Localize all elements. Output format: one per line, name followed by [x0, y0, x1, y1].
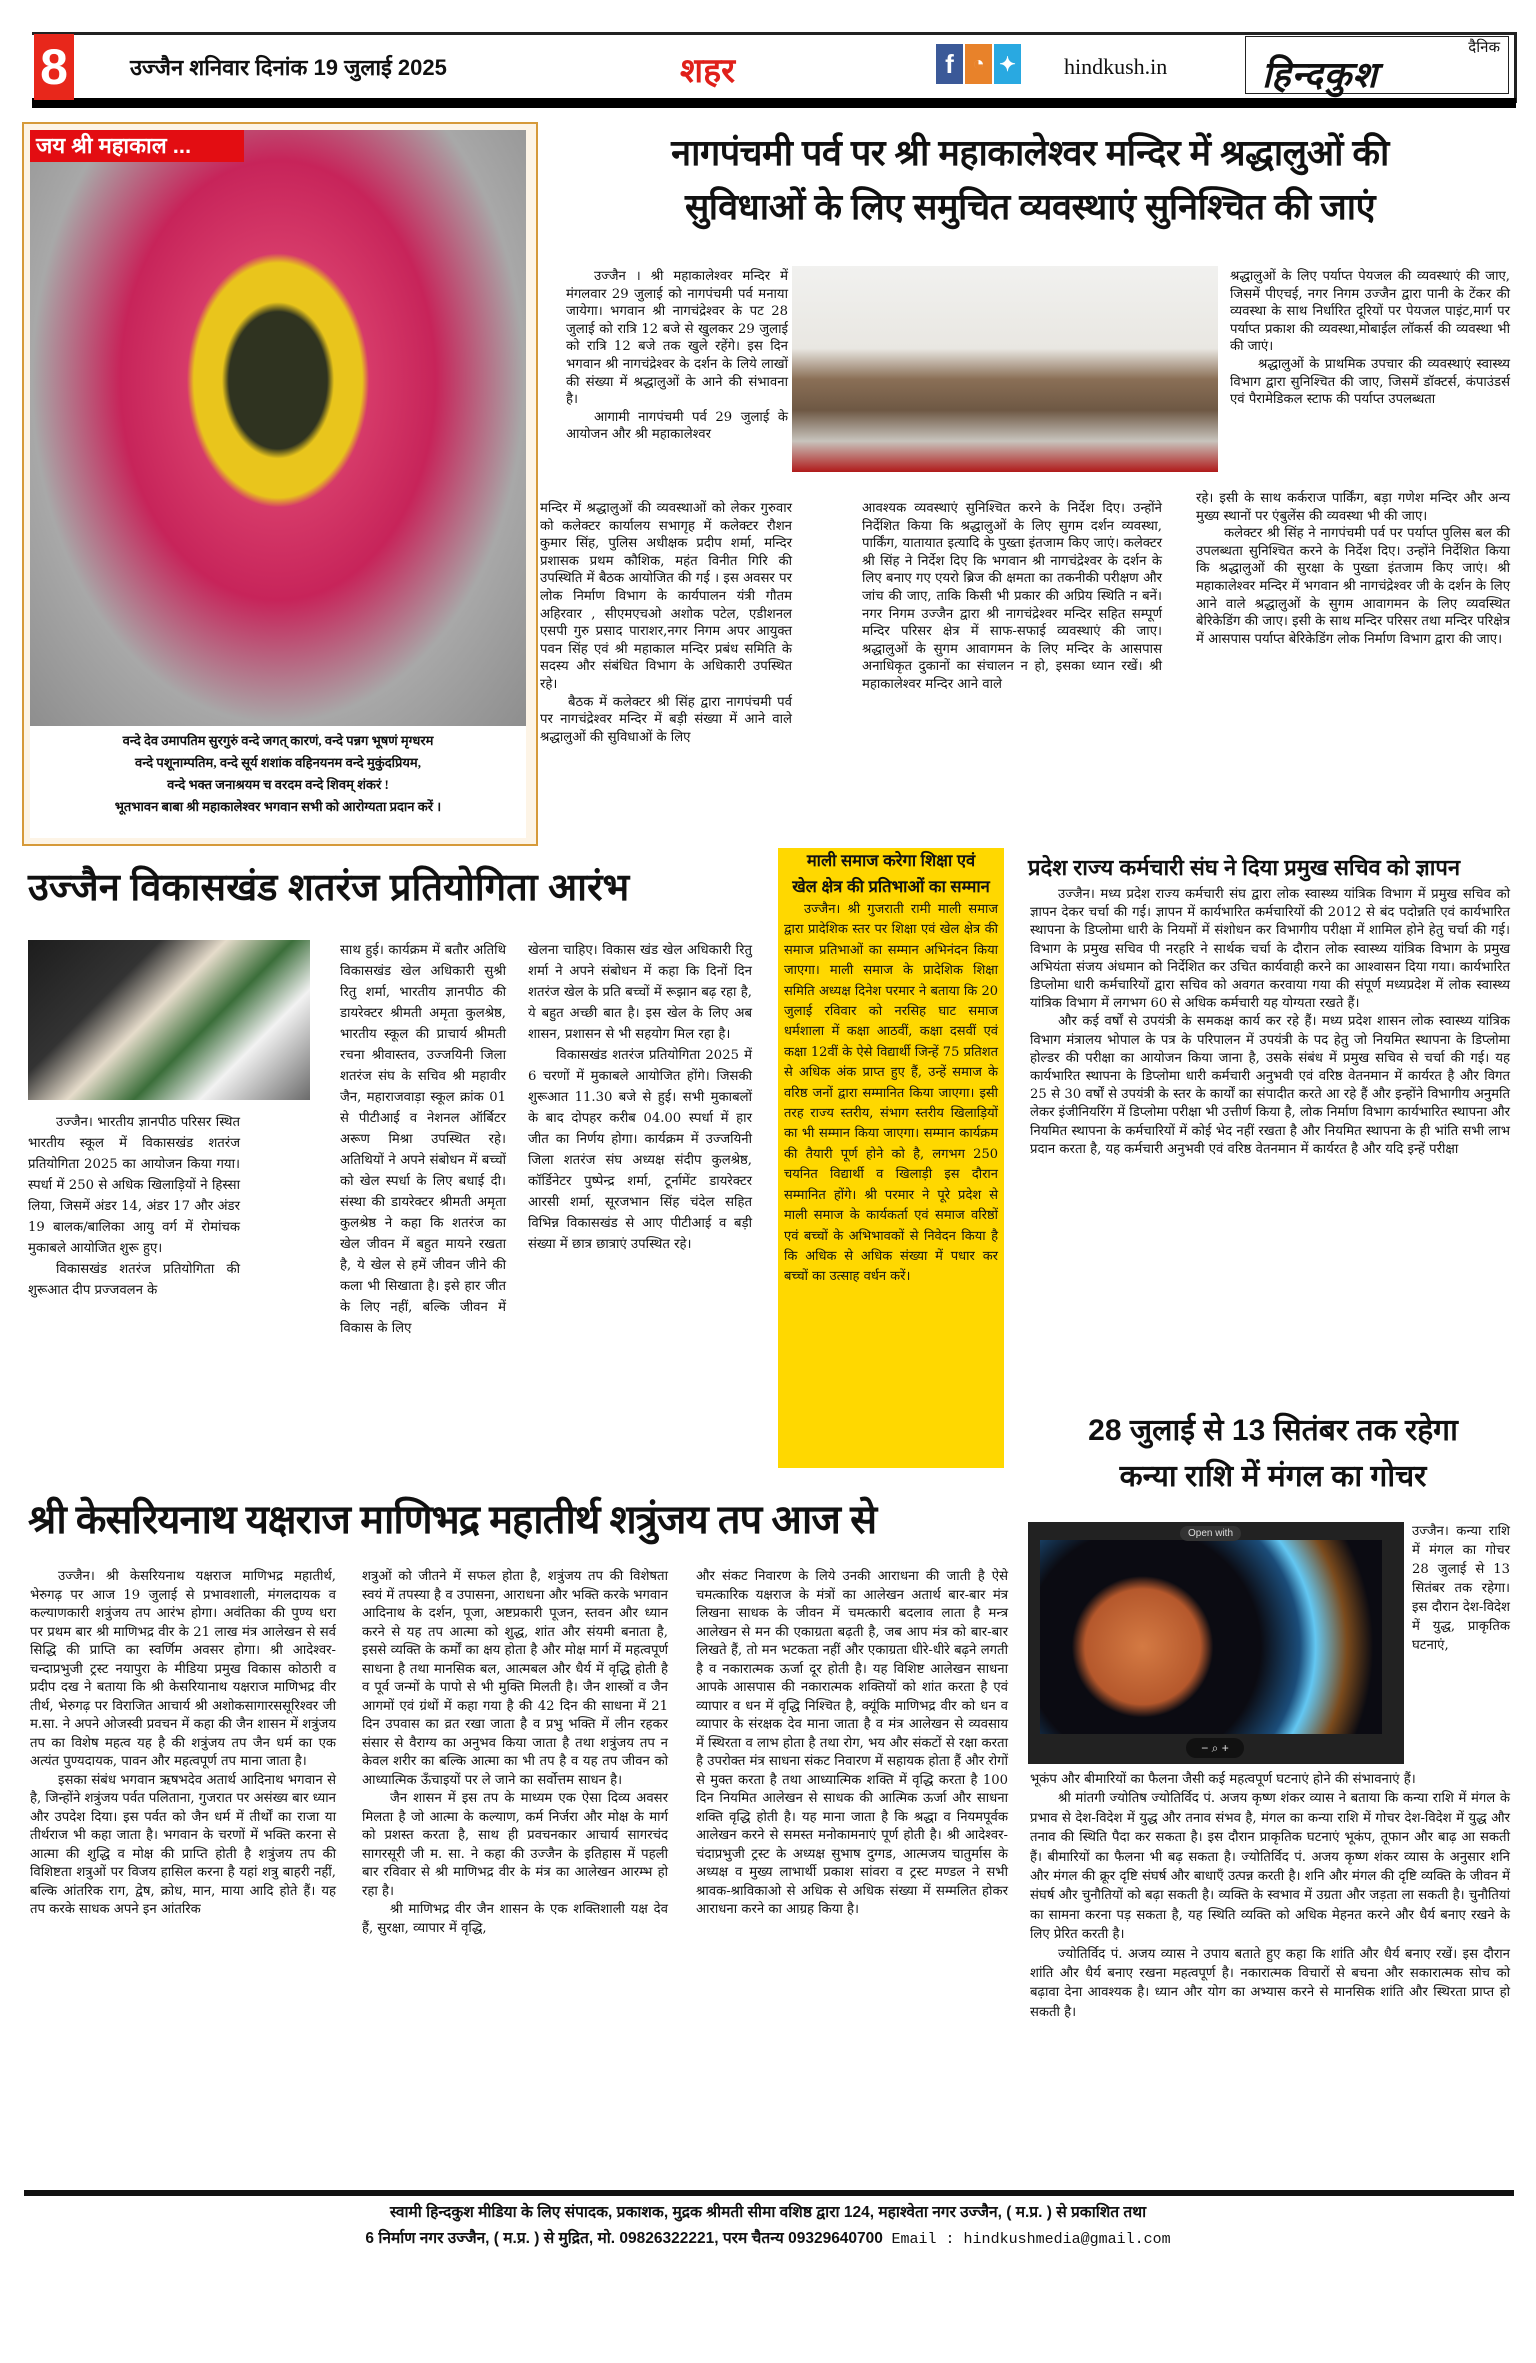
headline-line: 28 जुलाई से 13 सितंबर तक रहेगा — [1088, 1414, 1458, 1447]
paragraph: खेलना चाहिए। विकास खंड खेल अधिकारी रितु शर्मा ने अपने संबोधन में कहा कि दिनों दिन शतरंज खेल के प्रति बच्चों में रूझान बढ़ रहा है, ये बहुत अच्छी बात है। इस खेल के लिए अब शासन, प्रशासन से भी सहयोग मिल रहा है। — [528, 943, 752, 1042]
caption-line: वन्दे देव उमापतिम सुरगुरुं वन्दे जगत् कारणं, वन्दे पन्नग भूषणं मृग्धरम — [122, 733, 434, 748]
headline-line: खेल क्षेत्र की प्रतिभाओं का सम्मान — [792, 878, 990, 896]
mahakal-photo — [30, 130, 526, 726]
jain-headline: श्री केसरियनाथ यक्षराज माणिभद्र महातीर्थ शत्रुंजय तप आज से — [28, 1498, 877, 1542]
paragraph: भूकंप और बीमारियों का फैलना जैसी कई महत्वपूर्ण घटनाएं होने की संभावनाएं हैं। — [1030, 1772, 1416, 1787]
mali-samaj-box — [778, 848, 1004, 1468]
mars-headline — [1028, 1408, 1518, 1500]
caption-line: वन्दे भक्त जनाश्रयम च वरदम वन्दे शिवम् शंकरं ! — [167, 777, 389, 792]
chess-col3 — [528, 940, 752, 1255]
rss-icon[interactable]: ◔ — [965, 44, 992, 84]
jain-col3 — [696, 1568, 1008, 1920]
paragraph: विकासखंड शतरंज प्रतियोगिता की शुरूआत दीप प्रज्जवलन के — [28, 1262, 240, 1298]
zoom-in-icon[interactable]: + — [1221, 1741, 1229, 1755]
footer-rule — [24, 2190, 1514, 2196]
zoom-controls[interactable] — [1186, 1738, 1244, 1758]
headline-line: नागपंचमी पर्व पर श्री महाकालेश्वर मन्दिर में श्रद्धालुओं की — [671, 132, 1389, 173]
newspaper-logo — [1245, 36, 1509, 94]
paragraph: कलेक्टर श्री सिंह ने नागपंचमी पर्व पर पर्याप्त पुलिस बल की उपलब्धता सुनिश्चित करने के निर्देश दिए। उन्होंने निर्देशित किया कि श्रद्धालुओं की सुरक्षा के पुख्ता इंतजाम किए जाएं। श्री महाकालेश्वर मन्दिर में भगवान श्री नागचंद्रेश्वर जी के दर्शन के लिए आने वाले श्रद्धालुओं के सुगम आवागमन के लिए व्यवस्थित बेरिकेडिंग की जाए। इसी के साथ मन्दिर परिसर तथा मन्दिर परिक्षेत्र में आसपास पर्याप्त बेरिकेडिंग लोक निर्माण विभाग द्वारा की जाए। — [1196, 526, 1510, 647]
chess-col1 — [28, 1112, 240, 1301]
imprint-contact: 6 निर्माण नगर उज्जैन, ( म.प्र. ) से मुद्रित, मो. 09826322221, परम चैतन्य 09329640700 — [365, 2230, 883, 2247]
mars-body — [1030, 1770, 1510, 2022]
imprint-email[interactable]: Email : hindkushmedia@gmail.com — [891, 2231, 1171, 2248]
paragraph: रहे। इसी के साथ कर्कराज पार्किंग, बड़ा गणेश मन्दिर और अन्य मुख्य स्थानों पर एंबुलेंस की व्यवस्था भी की जाए। — [1196, 491, 1510, 524]
website-link[interactable]: hindkush.in — [1064, 54, 1168, 79]
dateline: उज्जैन शनिवार दिनांक 19 जुलाई 2025 — [130, 55, 447, 80]
mali-body: उज्जैन। श्री गुजराती रामी माली समाज द्वारा प्रादेशिक स्तर पर शिक्षा एवं खेल क्षेत्र की समाज प्रतिभाओं का सम्मान अभिनंदन किया जाएगा। माली समाज के प्रादेशिक शिक्षा समिति अध्यक्ष दिनेश परमार ने बताया कि 20 जुलाई रविवार को नरसिह घाट समाज धर्मशाला में कक्षा आठवीं, कक्षा दसवीं एवं कक्षा 12वीं के ऐसे विद्यार्थी जिन्हें 75 प्रतिशत से अधिक अंक प्राप्त हुए हैं, उन्हें समाज के वरिष्ठ जनों द्वारा सम्मानित किया जाएगा। इसी तरह राज्य स्तरीय, संभाग स्तरीय खिलाड़ियों का भी सम्मान किया जाएगा। सम्मान कार्यक्रम की तैयारी पूर्ण होने को है, लगभग 250 चयनित विद्यार्थी व खिलाड़ी इस दौरान सम्मानित होंगे। श्री परमार ने पूरे प्रदेश से माली समाज के कार्यकर्ता एवं समाज वरिष्ठों एवं बच्चों के अभिभावकों से निवेदन किया है कि अधिक से अधिक संख्या में पधार कर बच्चों का उत्साह वर्धन करें। — [784, 902, 998, 1285]
imprint — [24, 2200, 1512, 2252]
paragraph: आगामी नागपंचमी पर्व 29 जुलाई के आयोजन और श्री महाकालेश्वर — [566, 409, 788, 443]
headline-line: सुविधाओं के लिए समुचित व्यवस्थाएं सुनिश्चित की जाएं — [684, 186, 1376, 227]
chess-photo — [28, 940, 310, 1100]
paragraph: उज्जैन। मध्य प्रदेश राज्य कर्मचारी संघ द्वारा लोक स्वास्थ्य यांत्रिक विभाग में प्रमुख सचिव को ज्ञापन देकर चर्चा की गई। ज्ञापन में कार्यभारित कर्मचारियों की 2012 से बंद पदोन्नति एवं कार्यभारित स्थापना के डिप्लोमा धारी के नियमों में संशोधन कर विभागीय परीक्षा में शामिल होने हेतु चर्चा की गई। विभाग के प्रमुख सचिव पी नरहरि ने सार्थक चर्चा के दौरान लोक स्वास्थ्य यांत्रिक विभाग के प्रमुख अभियंता संजय अंधमान को निर्देशित कर उचित कार्यवाही करने का आश्वासन दिया गया। कार्यभारित डिप्लोमा धारी कर्मचारियों द्वारा सचिव को अवगत करवाया गया की संपूर्ण मध्यप्रदेश में लोक स्वास्थ्य यांत्रिक विभाग में लगभग 60 से अधिक कर्मचारी यह योग्यता रखते हैं। — [1030, 887, 1510, 1012]
chess-headline: उज्जैन विकासखंड शतरंज प्रतियोगिता आरंभ — [28, 867, 630, 909]
logo-title: हिन्दकुश — [1262, 55, 1378, 95]
paragraph: उज्जैन। श्री केसरियनाथ यक्षराज माणिभद्र महातीर्थ, भेरुगढ़ पर आज 19 जुलाई से प्रभावशाली, मंगलदायक व कल्याणकारी शत्रुंजय तप आरंभ होगा। अवंतिका की पुण्य धरा पर प्रथम बार श्री माणिभद्र वीर के 21 लाख मंत्र आलेखन से सर्व सिद्धि की प्राप्ति का स्वर्णिम अवसर होगा। श्री आदेश्वर-चन्दाप्रभुजी ट्रस्ट नयापुरा के मीडिया प्रमुख विकास कोठारी व प्रदीप दख ने बताया कि श्री केसरियानाथ यक्षराज माणिभद्र वीर तीर्थ, भेरुगढ़ पर विराजित आचार्य श्री अशोकसागारससूरिश्वर जी म.सा. ने अपने ओजस्वी प्रवचन में कहा की जैन शासन में शत्रुंजय तप का विशेष महत्व यह है की शत्रुंजय तप जैन धर्म का एक अत्यंत पुण्यदायक, पावन और महत्वपूर्ण तप माना जाता है। — [30, 1569, 336, 1769]
paragraph: साथ हुई। कार्यक्रम में बतौर अतिथि विकासखंड खेल अधिकारी सुश्री रितु शर्मा, भारतीय ज्ञानपीठ की डायरेक्टर श्रीमती अमृता कुलश्रेष्ठ, भारतीय स्कूल की प्राचार्य श्रीमती रचना श्रीवास्तव, उज्जयिनी जिला शतरंज संघ के सचिव श्री महावीर जैन, महाराजवाड़ा स्कूल क्रांक 01 से पीटीआई व नेशनल ऑर्बिटर अरूण मिश्रा उपस्थित रहे। अतिथियों ने अपने संबोधन में बच्चों को खेल स्पर्धा के लिए बधाई दी। संस्था की डायरेक्टर श्रीमती अमृता कुलश्रेष्ठ ने कहा कि शतरंज का खेल जीवन में बहुत मायने रखता है, ये खेल से हमें जीवन जीने की कला भी सिखाता है। इसे हार जीत के लिए नहीं, बल्कि जीवन में विकास के लिए — [340, 943, 506, 1336]
jain-col2 — [362, 1568, 668, 1938]
paragraph: ज्योतिर्विद पं. अजय व्यास ने उपाय बताते हुए कहा कि शांति और धैर्य बनाए रखें। इस दौरान शांति और धैर्य बनाए रखना महत्वपूर्ण है। नकारात्मक विचारों से बचना और सकारात्मक सोच को बढ़ावा देना आवश्यक है। ध्यान और योग का अभ्यास करने से मानसिक शांति और स्थिरता प्राप्त हो सकती है। — [1030, 1946, 1510, 2020]
story1-col1-bottom — [540, 500, 792, 746]
paragraph: श्री माणिभद्र वीर जैन शासन के एक शक्तिशाली यक्ष देव हैं, सुरक्षा, व्यापार में वृद्धि, — [362, 1902, 668, 1936]
story1-col1-top — [566, 268, 788, 444]
story1-headline — [545, 126, 1515, 234]
paragraph: जैन शासन में इस तप के माध्यम एक ऐसा दिव्य अवसर मिलता है जो आत्मा के कल्याण, कर्म निर्जरा और मोक्ष के मार्ग को प्रशस्त करता है, साथ ही प्रवचनकार आचार्य सागरचंद सागरसूरी जी म. सा. ने कहा की उज्जैन के इतिहास में पहली बार रविवार से श्री माणिभद्र वीर के मंत्र का आलेखन आरम्भ हो रहा है। — [362, 1791, 668, 1899]
paragraph: इसका संबंध भगवान ऋषभदेव अतार्थ आदिनाथ भगवान से है, जिन्होंने शत्रुंजय पर्वत पलिताना, गुजरात पर असंख्य बार ध्यान और उपदेश दिया। इस पर्वत को जैन धर्म में तीर्थों का राजा या तीर्थराज भी कहा जाता है। भगवान के चरणों में भक्ति करना से आत्मा की शुद्धि व मोक्ष की प्राप्ति होती है शत्रुंजय तप की विशिष्टता शत्रुओं पर विजय हासिल करना है यहां शत्रु बाहरी नहीं, बल्कि आंतरिक राग, द्वेष, क्रोध, मान, माया आदि होते हैं। यह तप करके साधक अपने इन आंतरिक — [30, 1772, 336, 1917]
caption-line: वन्दे पशूनाम्पतिम, वन्दे सूर्य शशांक वहिनयनम वन्दे मुकुंदप्रियम, — [135, 755, 421, 770]
paragraph: उज्जैन । श्री महाकालेश्वर मन्दिर में मंगलवार 29 जुलाई को नागपंचमी पर्व मनाया जायेगा। भगवान श्री नागचंद्रेश्वर के पट 28 जुलाई को रात्रि 12 बजे से खुलकर 29 जुलाई को रात्रि 12 बजे तक खुले रहेंगे। इस दिन भगवान श्री नागचंद्रेश्वर के दर्शन के लिये लाखों की संख्या में श्रद्धालुओं के आने की संभावना है। — [566, 269, 788, 408]
masthead-rule — [32, 98, 1516, 108]
imprint-line2 — [24, 2226, 1512, 2252]
mali-headline — [778, 848, 1004, 900]
twitter-icon[interactable]: ✦ — [994, 44, 1021, 84]
paragraph: विकासखंड शतरंज प्रतियोगिता 2025 में 6 चरणों में मुकाबले आयोजित होंगे। जिसकी शुरूआत 11.30 बजे से हुई। सभी मुकाबलों के बाद दोपहर करीब 04.00 स्पर्धा में हार जीत का निर्णय होगा। कार्यक्रम में उज्जयिनी जिला शतरंज संघ अध्यक्ष संदीप कुलश्रेष्ठ, कॉर्डिनेटर पुष्पेन्द्र शर्मा, टूर्नामेंट डायरेक्टर आरसी शर्मा, सूरजभान सिंह चंदेल सहित विभिन्न विकासखंड से आए पीटीआई व बड़ी संख्या में छात्र छात्राएं उपस्थित रहे। — [528, 1048, 752, 1252]
open-with-button[interactable]: Open with — [1180, 1526, 1241, 1541]
logo-subtitle: दैनिक — [1468, 39, 1500, 56]
union-headline: प्रदेश राज्य कर्मचारी संघ ने दिया प्रमुख सचिव को ज्ञापन — [1028, 855, 1461, 880]
paragraph: श्री मांतगी ज्योतिष ज्योतिर्विद पं. अजय कृष्ण शंकर व्यास ने बताया कि कन्या राशि में मंगल के प्रभाव से देश-विदेश में युद्ध और तनाव संभव है, मंगल का कन्या राशि में गोचर देश-विदेश में युद्ध और तनाव की स्थिति पैदा कर सकता है। इस दौरान प्राकृतिक घटनाएं भूकंप, तूफान और बाढ़ आ सकती हैं। बीमारियों का फैलना भी बढ़ सकता है। ज्योतिर्विद पं. अजय कृष्ण शंकर व्यास के अनुसार शनि और मंगल की क्रूर दृष्टि संघर्ष और बाधाएँ उत्पन्न करती है। शनि और मंगल की दृष्टि व्यक्ति के जीवन में संघर्ष और चुनौतियों को बढ़ा सकती है। व्यक्ति के स्वभाव में उग्रता और जड़ता ला सकती है। चुनौतियां का सामना करना पड़ सकता है, यह स्थिति व्यक्ति को अधिक मेहनत करने और धैर्य बनाए रखने के लिए प्रेरित करती है। — [1030, 1791, 1510, 1943]
page-number: 8 — [34, 34, 74, 100]
paragraph: शत्रुओं को जीतने में सफल होता है, शत्रुंजय तप की विशेषता स्वयं में तपस्या है व उपासना, आराधना और भक्ति करके भगवान आदिनाथ के दर्शन, पूजा, अष्टप्रकारी पूजन, स्तवन और ध्यान करने से यह तप आत्मा को शुद्ध, शांत और संयमी बनाता है, इससे व्यक्ति के कर्मों का क्षय होता है और मोक्ष मार्ग में महत्वपूर्ण साधना है तथा मानसिक बल, आत्मबल और धैर्य में वृद्धि होती है व पूर्व जन्मों के पापो से भी मुक्ति मिलती है। जैन शास्त्रों व जैन आगमों एवं ग्रंथों में कहा गया है की 42 दिन की साधना में 21 दिन उपवास का व्रत रखा जाता है व प्रभु भक्ति में लीन रहकर संसार से वैराग्य का अनुभव किया जाता है तथा शत्रुंजय तप न केवल शरीर का बल्कि आत्मा का भी तप है व यह तप जीवन को आध्यात्मिक ऊँचाइयों पर ले जाने का सर्वोत्तम साधन है। — [362, 1569, 668, 1788]
story1-col2 — [862, 500, 1162, 694]
facebook-icon[interactable]: f — [936, 44, 963, 84]
social-icons — [936, 44, 1021, 84]
headline-line: कन्या राशि में मंगल का गोचर — [1119, 1460, 1427, 1493]
meeting-photo — [792, 266, 1218, 472]
jain-col1 — [30, 1568, 336, 1920]
chess-col2 — [340, 940, 506, 1339]
idol-caption — [30, 726, 526, 838]
mars-zodiac-image — [1040, 1540, 1382, 1734]
paragraph: आवश्यक व्यवस्थाएं सुनिश्चित करने के निर्देश दिए। उन्होंने निर्देशित किया कि श्रद्धालुओं के लिए सुगम दर्शन व्यवस्था, पार्किंग, यातायात इत्यादि के पुख्ता इंतजाम किए जाएं। कलेक्टर श्री सिंह ने निर्देश दिए कि भगवान श्री नागचंद्रेश्वर के दर्शन के लिए बनाए गए एयरो ब्रिज की क्षमता का तकनीकी परीक्षण और जांच की जाए, ताकि किसी भी प्रकार की अप्रिय स्थिति न बनें। नगर निगम उज्जैन द्वारा श्री नागचंद्रेश्वर मन्दिर सहित सम्पूर्ण मन्दिर परिसर क्षेत्र में साफ-सफाई व्यवस्थाएं की जाए। श्रद्धालुओं के सुगम आवागमन के लिए मन्दिर के आसपास अनाधिकृत दुकानों का संचालन न हो, इसका ध्यान रखें। श्री महाकालेश्वर मन्दिर आने वाले — [862, 501, 1162, 692]
paragraph: श्रद्धालुओं के लिए पर्याप्त पेयजल की व्यवस्थाएं की जाए, जिसमें पीएचई, नगर निगम उज्जैन द्वारा पानी के टेंकर की व्यवस्था के साथ निर्धारित दूरियों पर पेयजल पाइंट,मार्ग पर पर्याप्त प्रकाश की व्यवस्था,मोबाईल लॉकर्स की व्यवस्था भी की जाएं। — [1230, 269, 1510, 355]
story1-col3-bottom — [1196, 490, 1510, 648]
paragraph: और कई वर्षों से उपयंत्री के समकक्ष कार्य कर रहे हैं। मध्य प्रदेश शासन लोक स्वास्थ्य यांत्रिक विभाग मंत्रालय भोपाल के पत्र के परिपालन में उपयंत्री के पद हेतु जो नियमित स्थापना के डिप्लोमा होल्डर की परीक्षा का आयोजन किया जाना है, उसके संबंध में प्रमुख सचिव से चर्चा की गई। यह कार्यभारित स्थापना के डिप्लोमा धारी कर्मचारी अनुभवी एवं वरिष्ठ वेतनमान में कार्यरत है और विगत 25 से 30 वर्षों से उपयंत्री के स्तर के कार्यों का संपादीत करते आ रहे हैं और इन्होंने विभागीय अनुमति लेकर इंजीनियरिंग में डिप्लोमा परीक्षा भी उत्तीर्ण किया है, लोक निर्माण विभाग कार्यभारित स्थापना और नियमित स्थापना के कर्मचारियों में कोई भेद नहीं रखता है और नियमित स्थापना के ही भांति सभी लाभ प्रदान करता है, यह कर्मचारी अनुभवी एवं वरिष्ठ वेतनमान में कार्यरत है और यदि इन्हें परीक्षा — [1030, 1014, 1510, 1157]
paragraph: श्रद्धालुओं के प्राथमिक उपचार की व्यवस्थाएं स्वास्थ्य विभाग द्वारा सुनिश्चित की जाए, जिसमें डॉक्टर्स, कंपाउंडर्स एवं पैरामेडिकल स्टाफ की पर्याप्त उपलब्धता — [1230, 356, 1510, 408]
headline-line: माली समाज करेगा शिक्षा एवं — [806, 852, 976, 870]
section-title: शहर — [680, 52, 736, 90]
imprint-line: स्वामी हिन्दकुश मीडिया के लिए संपादक, प्रकाशक, मुद्रक श्रीमती सीमा वशिष्ठ द्वारा 124, महाश्वेता नगर उज्जैन, ( म.प्र. ) से प्रकाशित तथा — [389, 2204, 1147, 2221]
paragraph: उज्जैन। भारतीय ज्ञानपीठ परिसर स्थित भारतीय स्कूल में विकासखंड शतरंज प्रतियोगिता 2025 का आयोजन किया गया। स्पर्धा में 250 से अधिक खिलाड़ियों ने हिस्सा लिया, जिसमें अंडर 14, अंडर 17 और अंडर 19 बालक/बालिका आयु वर्ग में रोमांचक मुकाबले आयोजित शुरू हुए। — [28, 1115, 240, 1256]
paragraph: बैठक में कलेक्टर श्री सिंह द्वारा नागपंचमी पर्व पर नागचंद्रेश्वर मन्दिर में बड़ी संख्या में आने वाले श्रद्धालुओं की सुविधाओं के लिए — [540, 694, 792, 745]
caption-line: भूतभावन बाबा श्री महाकालेश्वर भगवान सभी को आरोग्यता प्रदान करें । — [114, 799, 442, 814]
magnifier-icon[interactable]: ⌕ — [1211, 1741, 1219, 1755]
zoom-out-icon[interactable]: − — [1201, 1741, 1209, 1755]
paragraph: और संकट निवारण के लिये उनकी आराधना की जाती है ऐसे चमत्कारिक यक्षराज के मंत्रों का आलेखन अतार्थ बार-बार मंत्र लिखना साधक के जीवन में चमत्कारी बदलाव लाता है मन्त्र आलेखन से मन की एकाग्रता बढ़ती है, जब आप मंत्र को बार-बार लिखते हैं, तो मन भटकता नहीं और एकाग्रता धीरे-धीरे बढ़ने लगती है व नकारात्मक ऊर्जा दूर होती है। यह विशिष्ट आलेखन साधना आपके आसपास की नकारात्मक शक्तियों को शांत करता है एवं व्यापार व धन में वृद्धि निश्चित है, क्यूंकि माणिभद्र वीर को धन व व्यापार के संरक्षक देव माना जाता है व मंत्र आलेखन से व्यवसाय में स्थिरता व लाभ होता है तथा रोग, भय और संकटों से रक्षा करता है उपरोक्त मंत्र साधना संकट निवारण में सहायक होता हैं और रोगों से मुक्त करता है तथा आध्यात्मिक शक्ति में वृद्धि करता है 100 दिन नियमित आलेखन से साधक की आत्मिक ऊर्जा और साधना शक्ति वृद्धि होती है। यह माना जाता है कि श्रद्धा व नियमपूर्वक आलेखन करने से समस्त मनोकामनाएं पूर्ण होती है। श्री आदेश्वर- चंदाप्रभुजी ट्रस्ट के अध्यक्ष सुभाष दुग्गड, आत्मजय चातुर्मास के अध्यक्ष व मुख्य लाभार्थी प्रकाश सांवरा व ट्रस्ट मण्डल ने सभी श्रावक-श्राविकाओ से अधिक से अधिक संख्या में सम्मलित होकर आराधना करने का आग्रह किया है। — [696, 1569, 1008, 1917]
mars-side-text: उज्जैन। कन्या राशि में मंगल का गोचर 28 जुलाई से 13 सितंबर तक रहेगा। इस दौरान देश-विदेश में युद्ध, प्राकृतिक घटनाएं, — [1412, 1524, 1510, 1653]
union-body — [1030, 886, 1510, 1159]
paragraph: मन्दिर में श्रद्धालुओं की व्यवस्थाओं को लेकर गुरुवार को कलेक्टर कार्यालय सभागृह में कलेक्टर रौशन कुमार सिंह, पुलिस अधीक्षक प्रदीप शर्मा, मन्दिर प्रशासक प्रथम कौशिक, महंत विनीत गिरि की उपस्थिति में बैठक आयोजित की गई । इस अवसर पर लोक निर्माण विभाग के कार्यपालन यंत्री गौतम अहिरवार , सीएमएचओ अशोक पटेल, एडीशनल एसपी गुरु प्रसाद पाराशर,नगर निगम अपर आयुक्त पवन सिंह एवं श्री महाकाल मन्दिर प्रबंध समिति के सदस्य और संबंधित विभाग के अधिकारी उपस्थित रहे। — [540, 501, 792, 692]
idol-label: जय श्री महाकाल ... — [30, 130, 244, 162]
story1-col3-top — [1230, 268, 1510, 409]
